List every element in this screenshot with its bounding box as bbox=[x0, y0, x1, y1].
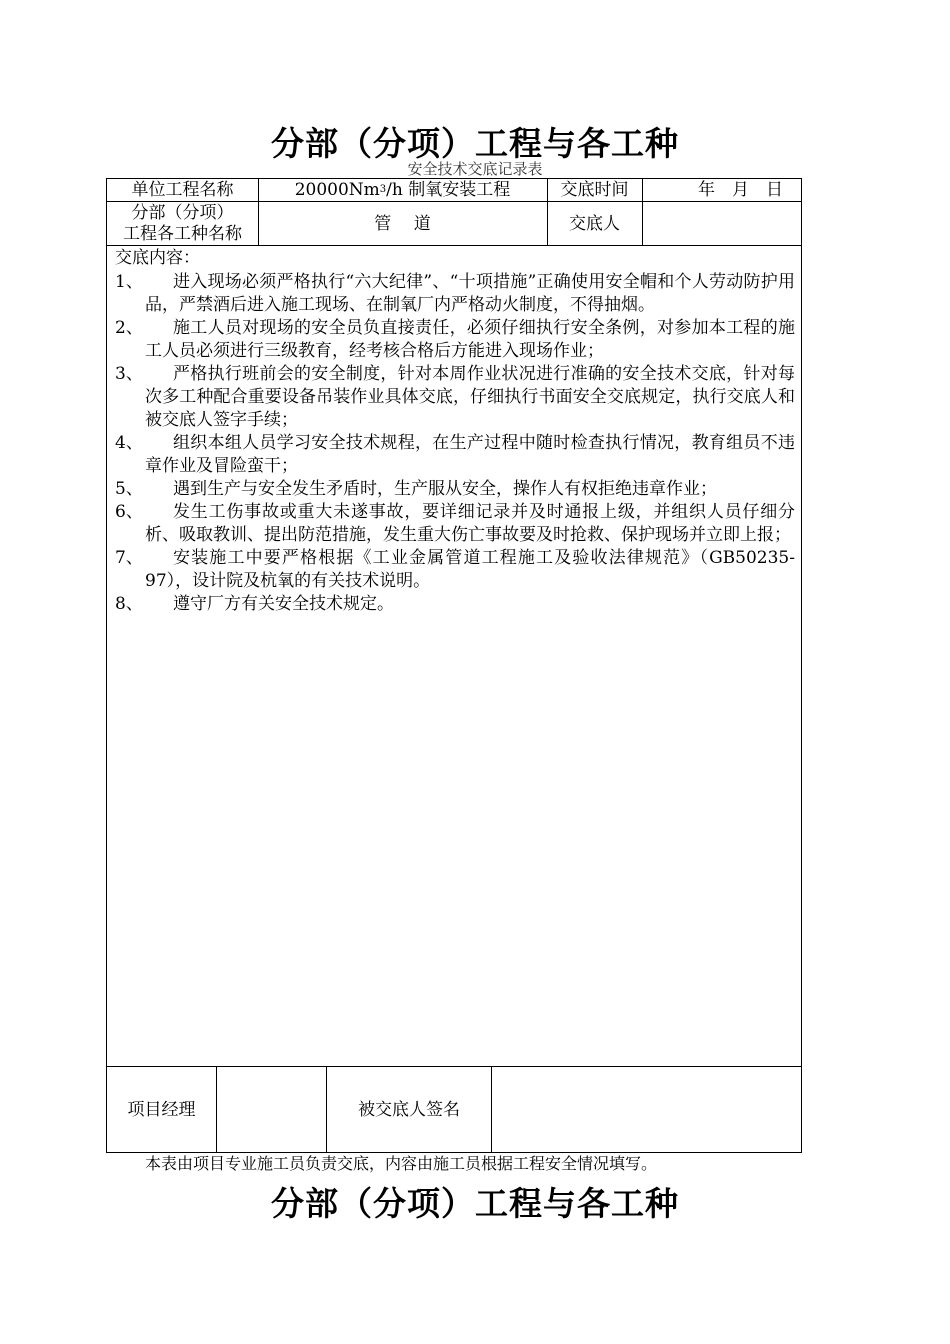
list-item: 5、 遇到生产与安全发生矛盾时，生产服从安全，操作人有权拒绝违章作业； bbox=[115, 479, 717, 499]
page-subtitle: 安全技术交底记录表 bbox=[407, 160, 543, 178]
list-item: 6、 发生工伤事故或重大未遂事故，要详细记录并及时通报上级，并组织人员仔细分析、吸取教训、提出防范措施，发生重大伤亡事故要及时抢救、保护现场并立即上报； bbox=[115, 502, 795, 545]
handover-person-label: 交底人 bbox=[569, 214, 620, 234]
content-heading: 交底内容： bbox=[115, 248, 200, 268]
subproject-label: 分部（分项） 工程各工种名称 bbox=[123, 203, 242, 244]
list-item: 1、 进入现场必须严格执行“六大纪律”、“十项措施”正确使用安全帽和个人劳动防护用品，严禁酒后进入施工现场、在制氧厂内严格动火制度，不得抽烟。 bbox=[115, 272, 795, 315]
project-manager-label: 项目经理 bbox=[127, 1099, 196, 1120]
recipient-signature-label: 被交底人签名 bbox=[358, 1099, 460, 1120]
list-item: 2、 施工人员对现场的安全员负直接责任，必须仔细执行安全条例，对参加本工程的施工人员必须进行三级教育，经考核合格后方能进入现场作业； bbox=[115, 318, 795, 361]
recipient-signature[interactable] bbox=[492, 1067, 801, 1152]
list-item: 4、 组织本组人员学习安全技术规程，在生产过程中随时检查执行情况，教育组员不违章作业及冒险蛮干； bbox=[115, 433, 795, 476]
signature-table bbox=[106, 1066, 802, 1153]
footnote: 本表由项目专业施工员负责交底，内容由施工员根据工程安全情况填写。 bbox=[145, 1154, 658, 1173]
content-list bbox=[115, 271, 795, 616]
unit-name-value: 20000Nm 3 /h 制氧安装工程 bbox=[294, 180, 511, 200]
handover-time-value: 年 月 日 bbox=[698, 180, 783, 200]
page-title: 分部（分项）工程与各工种 bbox=[271, 124, 679, 163]
handover-person-value bbox=[642, 202, 801, 246]
list-item: 8、 遵守厂方有关安全技术规定。 bbox=[115, 594, 394, 614]
list-item: 3、 严格执行班前会的安全制度，针对本周作业状况进行准确的安全技术交底，针对每次多工种配合重要设备吊装作业具体交底，仔细执行书面安全交底规定，执行交底人和被交底人签字手续； bbox=[115, 364, 795, 430]
handover-content bbox=[106, 245, 802, 1067]
list-item: 7、 安装施工中要严格根据《工业金属管道工程施工及验收法律规范》（GB50235-97），设计院及杭氧的有关技术说明。 bbox=[115, 548, 795, 591]
next-page-title: 分部（分项）工程与各工种 bbox=[271, 1184, 679, 1223]
project-manager-signature[interactable] bbox=[217, 1067, 326, 1152]
handover-time-label: 交底时间 bbox=[560, 180, 629, 200]
unit-name-label: 单位工程名称 bbox=[131, 180, 234, 200]
subproject-value: 管 道 bbox=[374, 214, 431, 234]
header-table bbox=[106, 178, 802, 246]
